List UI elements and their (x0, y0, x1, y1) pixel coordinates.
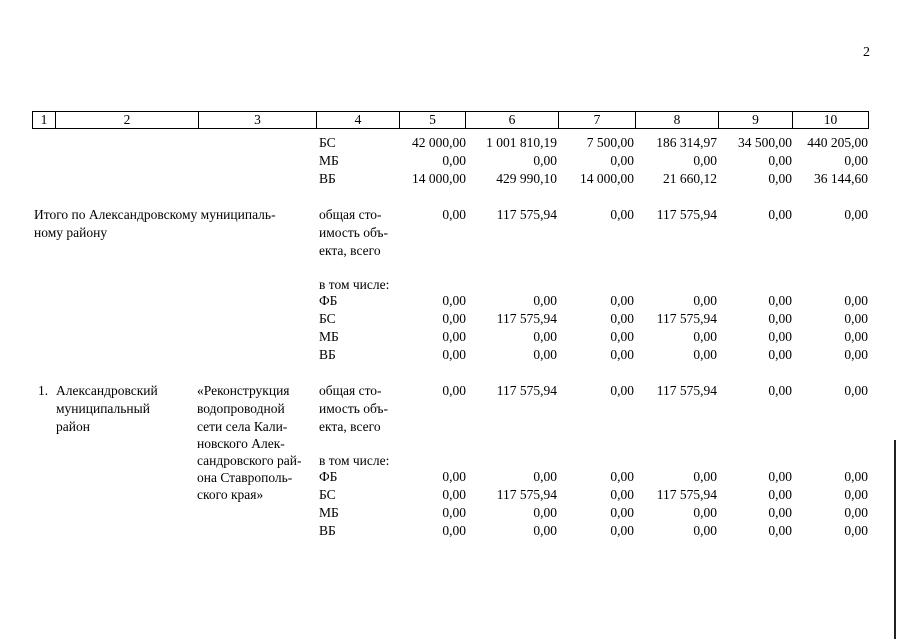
row-label: ФБ (319, 469, 338, 484)
cell-col5: 42 000,00 (412, 135, 466, 150)
cell-col9: 0,00 (768, 329, 792, 344)
cell-col8: 186 314,97 (656, 135, 717, 150)
total-col7: 0,00 (610, 207, 634, 222)
header-col-2: 2 (55, 112, 198, 128)
row-label: ВБ (319, 347, 336, 362)
municipality-name: муниципальный (56, 401, 150, 416)
cell-col10: 0,00 (844, 487, 868, 502)
total-label: екта, всего (319, 243, 381, 258)
cell-col7: 7 500,00 (586, 135, 634, 150)
cell-col6: 1 001 810,19 (486, 135, 557, 150)
total-col5: 0,00 (442, 207, 466, 222)
total-col5: 0,00 (442, 383, 466, 398)
cell-col10: 0,00 (844, 523, 868, 538)
row-label: МБ (319, 329, 339, 344)
cell-col5: 0,00 (442, 469, 466, 484)
cell-col7: 0,00 (610, 505, 634, 520)
object-name: ского края» (197, 487, 264, 502)
cell-col5: 0,00 (442, 347, 466, 362)
cell-col10: 0,00 (844, 505, 868, 520)
including-label: в том числе: (319, 277, 390, 292)
cell-col9: 0,00 (768, 487, 792, 502)
header-col-9: 9 (718, 112, 792, 128)
cell-col9: 0,00 (768, 311, 792, 326)
header-col-1: 1 (40, 112, 48, 127)
cell-col7: 0,00 (610, 487, 634, 502)
header-col-6: 6 (465, 112, 558, 128)
cell-col5: 0,00 (442, 293, 466, 308)
cell-col9: 0,00 (768, 293, 792, 308)
cell-col8: 0,00 (693, 293, 717, 308)
cell-col10: 0,00 (844, 469, 868, 484)
cell-col5: 0,00 (442, 505, 466, 520)
cell-col10: 36 144,60 (814, 171, 868, 186)
municipality-name: Александровский (56, 383, 158, 398)
item-number: 1. (38, 383, 49, 398)
total-col9: 0,00 (768, 207, 792, 222)
cell-col7: 14 000,00 (580, 171, 634, 186)
cell-col8: 0,00 (693, 329, 717, 344)
cell-col6: 117 575,94 (496, 311, 557, 326)
cell-col7: 0,00 (610, 153, 634, 168)
cell-col6: 0,00 (533, 347, 557, 362)
object-name: сети села Кали- (197, 419, 288, 434)
total-col10: 0,00 (844, 207, 868, 222)
cell-col6: 117 575,94 (496, 487, 557, 502)
total-label: имость объ- (319, 401, 389, 416)
cell-col10: 0,00 (844, 329, 868, 344)
object-name: новского Алек- (197, 436, 285, 451)
cell-col9: 0,00 (768, 523, 792, 538)
cell-col7: 0,00 (610, 347, 634, 362)
cell-col5: 0,00 (442, 487, 466, 502)
cell-col6: 429 990,10 (496, 171, 557, 186)
cell-col6: 0,00 (533, 523, 557, 538)
cell-col9: 0,00 (768, 171, 792, 186)
cell-col10: 440 205,00 (807, 135, 868, 150)
municipality-name: район (56, 419, 90, 434)
total-col10: 0,00 (844, 383, 868, 398)
object-name: водопроводной (197, 401, 285, 416)
cell-col8: 0,00 (693, 469, 717, 484)
row-label: ВБ (319, 523, 336, 538)
cell-col8: 0,00 (693, 153, 717, 168)
cell-col8: 21 660,12 (663, 171, 717, 186)
district-name: ному району (34, 225, 108, 240)
including-label: в том числе: (319, 453, 390, 468)
district-name: Итого по Александровскому муниципаль- (34, 207, 276, 222)
cell-col5: 0,00 (442, 153, 466, 168)
total-col6: 117 575,94 (496, 383, 557, 398)
cell-col7: 0,00 (610, 293, 634, 308)
row-label: БС (319, 135, 336, 150)
cell-col7: 0,00 (610, 523, 634, 538)
cell-col10: 0,00 (844, 293, 868, 308)
cell-col8: 0,00 (693, 523, 717, 538)
table-header-row (32, 111, 869, 129)
object-name: сандровского рай- (197, 453, 302, 468)
total-label: екта, всего (319, 419, 381, 434)
header-col-7: 7 (558, 112, 635, 128)
object-name: «Реконструкция (197, 383, 290, 398)
cell-col5: 0,00 (442, 523, 466, 538)
page-number: 2 (863, 45, 870, 60)
header-col-3: 3 (198, 112, 316, 128)
total-col9: 0,00 (768, 383, 792, 398)
row-label: БС (319, 311, 336, 326)
cell-col9: 0,00 (768, 347, 792, 362)
total-label: общая сто- (319, 207, 382, 222)
header-col-8: 8 (635, 112, 718, 128)
cell-col9: 0,00 (768, 469, 792, 484)
cell-col6: 0,00 (533, 293, 557, 308)
cell-col7: 0,00 (610, 329, 634, 344)
cell-col6: 0,00 (533, 469, 557, 484)
row-label: ФБ (319, 293, 338, 308)
cell-col10: 0,00 (844, 311, 868, 326)
cell-col9: 34 500,00 (738, 135, 792, 150)
cell-col5: 0,00 (442, 311, 466, 326)
cell-col8: 0,00 (693, 505, 717, 520)
cell-col5: 0,00 (442, 329, 466, 344)
scan-edge-line (894, 440, 896, 639)
cell-col6: 0,00 (533, 329, 557, 344)
cell-col6: 0,00 (533, 153, 557, 168)
cell-col6: 0,00 (533, 505, 557, 520)
total-label: имость объ- (319, 225, 389, 240)
cell-col8: 0,00 (693, 347, 717, 362)
total-col7: 0,00 (610, 383, 634, 398)
cell-col9: 0,00 (768, 505, 792, 520)
total-col8: 117 575,94 (656, 383, 717, 398)
total-label: общая сто- (319, 383, 382, 398)
cell-col7: 0,00 (610, 469, 634, 484)
row-label: БС (319, 487, 336, 502)
cell-col7: 0,00 (610, 311, 634, 326)
row-label: МБ (319, 505, 339, 520)
header-col-5: 5 (399, 112, 465, 128)
cell-col10: 0,00 (844, 153, 868, 168)
cell-col5: 14 000,00 (412, 171, 466, 186)
header-col-10: 10 (792, 112, 868, 128)
cell-col8: 117 575,94 (656, 487, 717, 502)
cell-col8: 117 575,94 (656, 311, 717, 326)
row-label: ВБ (319, 171, 336, 186)
cell-col9: 0,00 (768, 153, 792, 168)
total-col6: 117 575,94 (496, 207, 557, 222)
header-col-4: 4 (316, 112, 399, 128)
object-name: она Ставрополь- (197, 470, 293, 485)
cell-col10: 0,00 (844, 347, 868, 362)
row-label: МБ (319, 153, 339, 168)
total-col8: 117 575,94 (656, 207, 717, 222)
